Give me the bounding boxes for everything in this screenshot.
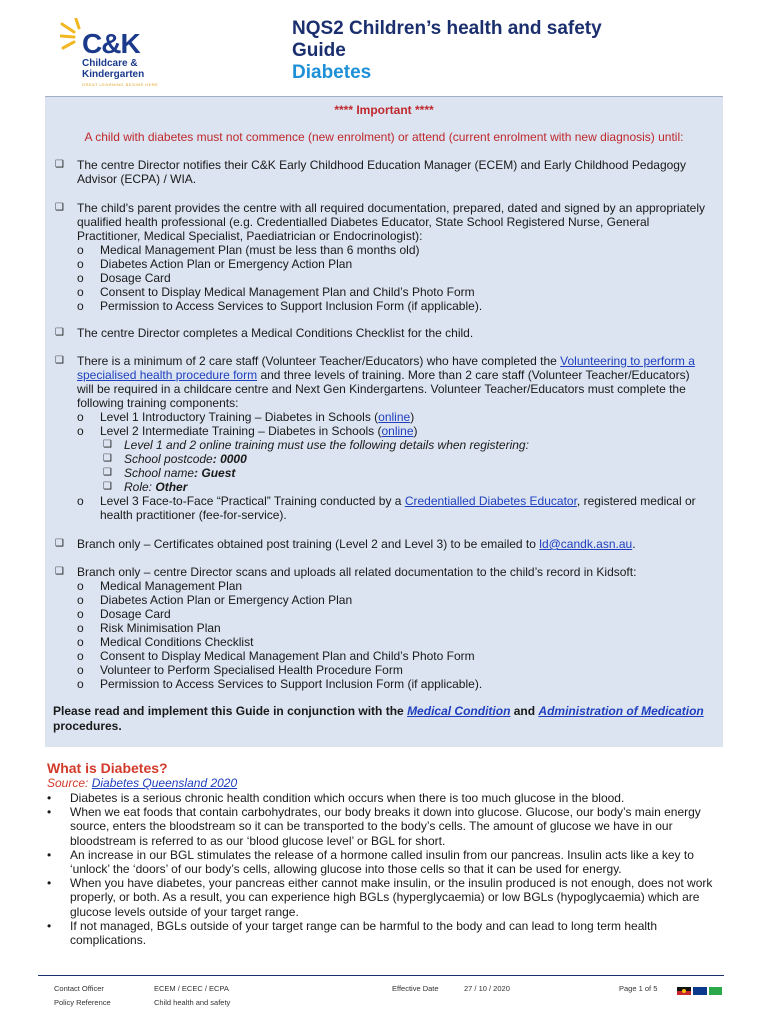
footer-contact-label: Contact Officer bbox=[54, 984, 104, 993]
checkbox-icon: ❑ bbox=[55, 327, 64, 338]
flags-icon bbox=[677, 987, 722, 997]
checkbox-icon: ❑ bbox=[55, 355, 64, 366]
important-lead: A child with diabetes must not commence (new enrolment) or attend (current enrolment with new diagnosis) until: bbox=[84, 130, 684, 144]
checkbox-icon: ❑ bbox=[55, 538, 64, 549]
email-link[interactable]: ld@candk.asn.au bbox=[539, 537, 633, 551]
footer-contact-value: ECEM / ECEC / ECPA bbox=[154, 984, 229, 993]
source-link[interactable]: Diabetes Queensland 2020 bbox=[91, 776, 238, 790]
important-heading: **** Important **** bbox=[334, 103, 434, 117]
diabetes-bullets bbox=[47, 791, 717, 947]
list-item: • An increase in our BGL stimulates the release of a hormone called insulin from our pancreas. Insulin acts like a key to ‘unlock’ the ‘doors’ of our body’s cells, allowing glucose into those cells so that it can be used for energy. bbox=[47, 847, 694, 877]
list-item: • If not managed, BGLs outside of your target range can be harmful to the body and can lead to long term health complications. bbox=[47, 918, 658, 948]
ck-logo bbox=[60, 10, 170, 85]
checkbox-icon: ❑ bbox=[55, 566, 64, 577]
checklist-item: ❑ Branch only – Certificates obtained post training (Level 2 and Level 3) to be emailed to ld@candk.asn.au. bbox=[55, 537, 636, 551]
logo-brand: C&K bbox=[82, 28, 140, 59]
checklist-item: ❑ The centre Director completes a Medical Conditions Checklist for the child. bbox=[55, 326, 474, 340]
checkbox-icon: ❑ bbox=[55, 159, 64, 170]
checklist-item: ❑ The child's parent provides the centre with all required documentation, prepared, dated and signed by an appropriately qualified health professional (e.g. Credentialled Diabetes Educator, State School Registered Nurse, General Practitioner, Medical Specialist, Paediatrician or Endocrinologist): o Medical Management Plan (must be less than 6 months old) o Diabetes Action Plan or Emergency Action Plan o Dosage Card o Consent to Display Medical Management Plan and Child’s Photo Form o Permission to Access Services to Support Inclusion Form (if applicable). bbox=[55, 201, 706, 313]
volunteering-form-link[interactable]: Volunteering to perform a specialised health procedure form bbox=[77, 354, 695, 382]
final-instruction: Please read and implement this Guide in conjunction with the Medical Condition and Administration of Medication procedures. bbox=[53, 704, 704, 733]
list-item: • When we eat foods that contain carbohydrates, our body breaks it down into glucose. Glucose, our body’s main energy source, enters the bloodstream so it can be transported to the body’s cells. The amount of glucose we have in our bloodstream is referred to as our ‘blood glucose level’ or BGL for short. bbox=[47, 805, 701, 848]
level2-online-link[interactable]: online bbox=[381, 424, 414, 438]
page-footer bbox=[38, 975, 724, 1016]
section-heading: What is Diabetes? bbox=[47, 760, 168, 776]
logo-tagline: GREAT LEARNING BEGINS HERE bbox=[82, 82, 159, 87]
diabetes-educator-link[interactable]: Credentialled Diabetes Educator bbox=[404, 494, 577, 508]
footer-effective-value: 27 / 10 / 2020 bbox=[464, 984, 510, 993]
source-line: Source: Diabetes Queensland 2020 bbox=[47, 776, 238, 790]
footer-policy-label: Policy Reference bbox=[54, 998, 111, 1007]
checklist-item: ❑ Branch only – centre Director scans and uploads all related documentation to the child’s record in Kidsoft: o Medical Management Plan o Diabetes Action Plan or Emergency Action Plan o Dosage Card o Risk Minimisation Plan o Medical Conditions Checklist o Consent to Display Medical Management Plan and Child’s Photo Form o Volunteer to Perform Specialised Health Procedure Form o Permission to Access Services to Support Inclusion Form (if applicable). bbox=[55, 565, 637, 691]
list-item: • Diabetes is a serious chronic health condition which occurs when there is too much glucose in the blood. bbox=[47, 791, 625, 805]
document-title: NQS2 Children’s health and safety Guide Diabetes bbox=[292, 18, 602, 83]
important-box bbox=[45, 96, 723, 747]
checklist-item: ❑ There is a minimum of 2 care staff (Volunteer Teacher/Educators) who have completed the Volunteering to perform a specialised health procedure form and three levels of training. More than 2 care staff (Volunteer Teacher/Educators) will be required in a childcare centre and Next Gen Kindergartens. Volunteer Teacher/Educators must complete the following training components: o Level 1 Introductory Training – Diabetes in Schools (online) o Level 2 Intermediate Training – Diabetes in Schools (online) ❑ Level 1 and 2 online training must use the following details when registering: ❑ School postcode: 0000 ❑ School name: Guest ❑ Role: Other o Level 3 Face-to-Face “Practical” Training conducted by a Credentialled Diabetes Educator, registered medical or health practitioner (fee-for-service). bbox=[55, 354, 696, 522]
level1-online-link[interactable]: online bbox=[378, 410, 411, 424]
footer-policy-value: Child health and safety bbox=[154, 998, 231, 1007]
checkbox-icon: ❑ bbox=[55, 202, 64, 213]
medical-condition-link[interactable]: Medical Condition bbox=[407, 704, 511, 718]
logo-subtitle: Childcare & Kindergarten bbox=[82, 58, 145, 80]
footer-effective-label: Effective Date bbox=[392, 984, 439, 993]
administration-of-medication-link[interactable]: Administration of Medication bbox=[538, 704, 704, 718]
checklist-item: ❑ The centre Director notifies their C&K Early Childhood Education Manager (ECEM) and Early Childhood Pedagogy Advisor (ECPA) / WIA. bbox=[55, 158, 686, 186]
list-item: • When you have diabetes, your pancreas either cannot make insulin, or the insulin produced is not enough, does not work properly, or both. As a result, you can experience high BGLs (hyperglycaemia) or low BGLs (hypoglycaemia) which are glucose levels outside of your target range. bbox=[47, 876, 713, 919]
footer-page-number: Page 1 of 5 bbox=[619, 984, 658, 993]
